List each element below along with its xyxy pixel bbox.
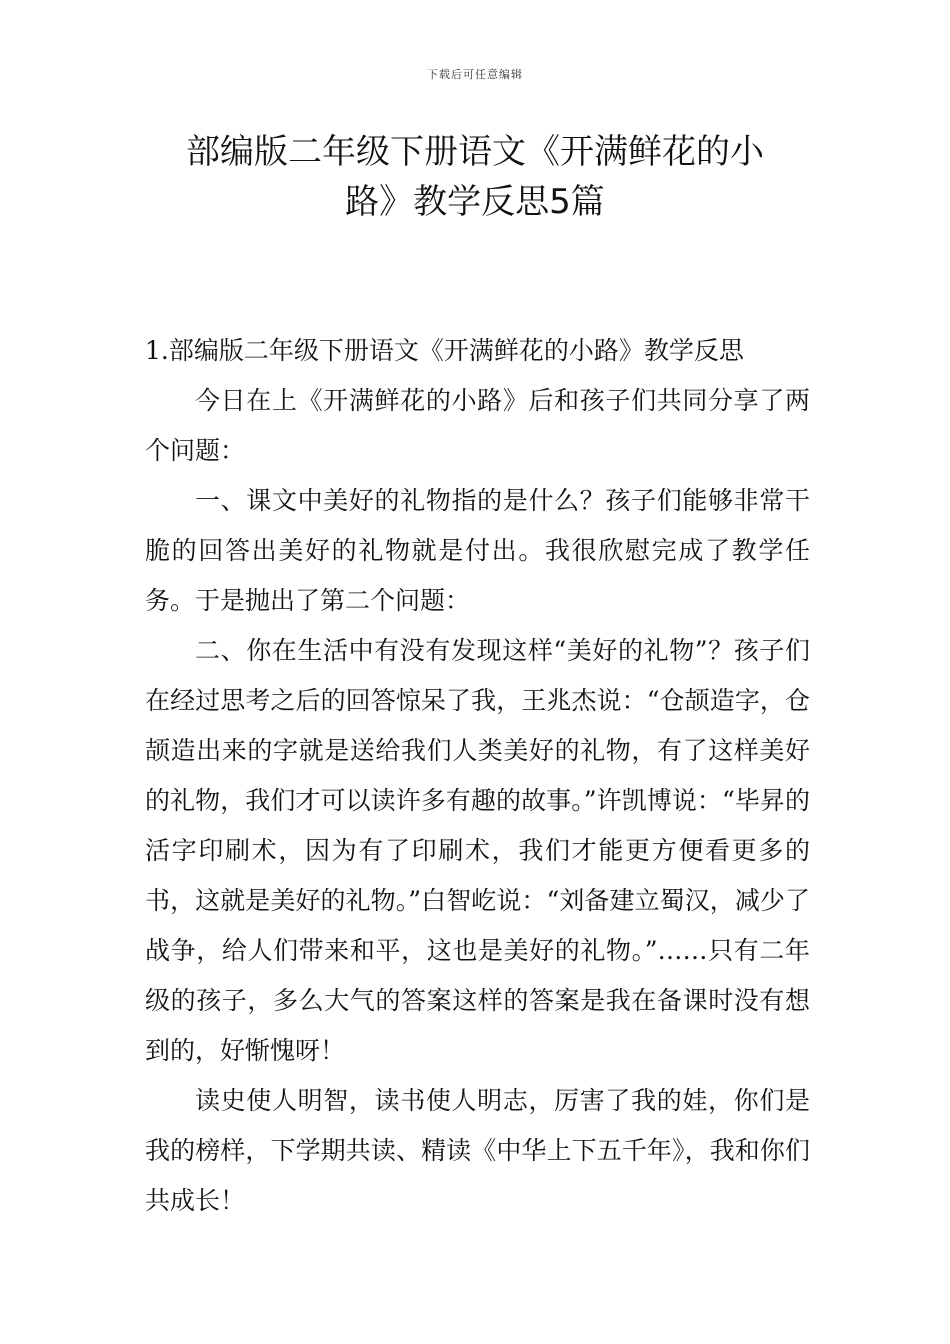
paragraph-1: 今日在上《开满鲜花的小路》后和孩子们共同分享了两个问题：: [145, 386, 810, 465]
document-body: [145, 326, 810, 1226]
paragraph-3: 二、你在生活中有没有发现这样“美好的礼物”？孩子们在经过思考之后的回答惊呆了我，王兆杰说：“仓颉造字，仓颉造出来的字就是送给我们人类美好的礼物，有了这样美好的礼物，我们才可以读许多有趣的故事。”许凯博说：“毕昇的活字印刷术，因为有了印刷术，我们才能更方便看更多的书，这就是美好的礼物。”白智屹说：“刘备建立蜀汉，减少了战争，给人们带来和平，这也是美好的礼物。”……只有二年级的孩子，多么大气的答案这样的答案是我在备课时没有想到的，好惭愧呀！: [145, 636, 810, 1065]
document-title-line-1: 部编版二年级下册语文《开满鲜花的小: [186, 132, 764, 172]
section-heading: 1.部编版二年级下册语文《开满鲜花的小路》教学反思: [145, 336, 744, 365]
paragraph-2: 一、课文中美好的礼物指的是什么？孩子们能够非常干脆的回答出美好的礼物就是付出。我很欣慰完成了教学任务。于是抛出了第二个问题：: [145, 486, 810, 615]
header-note: 下载后可任意编辑: [427, 68, 523, 81]
document-title: [120, 127, 830, 227]
document-title-line-2: 路》教学反思5篇: [345, 182, 605, 222]
paragraph-4: 读史使人明智，读书使人明志，厉害了我的娃，你们是我的榜样，下学期共读、精读《中华上下五千年》，我和你们共成长！: [145, 1086, 810, 1215]
